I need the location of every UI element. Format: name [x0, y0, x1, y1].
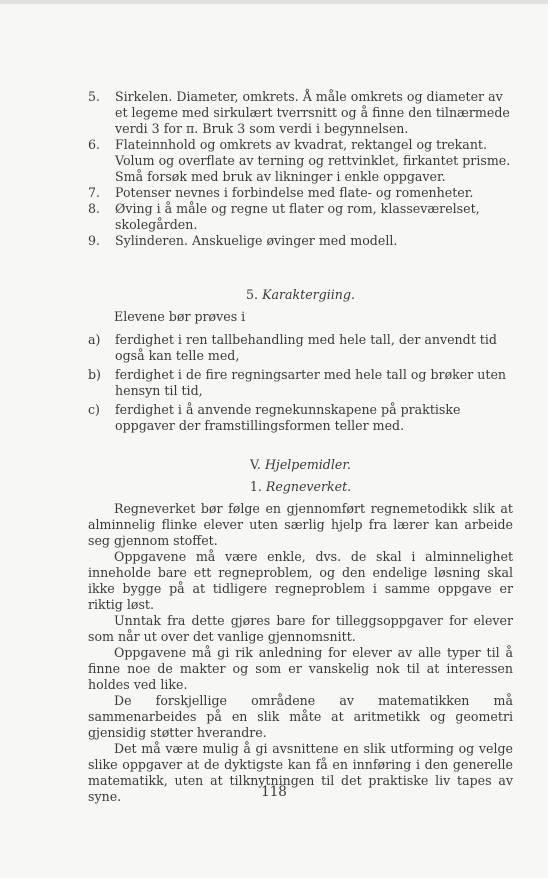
list-item: [88, 89, 513, 137]
item-number: 9.: [88, 233, 101, 248]
list-item: [88, 185, 513, 201]
item-number: 7.: [88, 185, 101, 200]
paragraph: Unntak fra dette gjøres bare for tilleggsoppgaver for elever som når ut over det vanlige gjennomsnitt.: [88, 613, 513, 644]
page-top-edge: [0, 0, 548, 4]
item-text: Potenser nevnes i forbindelse med flate- og romenheter.: [115, 185, 474, 200]
list-item: [88, 201, 513, 233]
section-number: 5.: [246, 287, 259, 302]
body-text: [88, 501, 513, 805]
item-letter: c): [88, 402, 100, 417]
topics-list: [88, 89, 513, 249]
item-text: ferdighet i de fire regningsarter med hele tall og brøker uten hensyn til tid,: [115, 367, 507, 398]
item-letter: b): [88, 367, 101, 382]
intro-line: Elevene bør prøves i: [114, 309, 246, 324]
item-letter: a): [88, 332, 101, 347]
item-text: ferdighet i ren tallbehandling med hele tall, der anvendt tid også kan telle med,: [115, 332, 497, 363]
paragraph: De forskjellige områdene av matematikken må sammenarbeides på en slik måte at aritmetikk og geometri gjensidig støtter hverandre.: [88, 693, 513, 740]
paragraph: Oppgavene må være enkle, dvs. de skal i alminnelighet inneholde bare ett regneproblem, og den endelige løsning skal ikke bygge på at tidligere regneproblem i samme oppgave er riktig løst.: [88, 549, 513, 612]
item-text: ferdighet i å anvende regnekunnskapene på praktiske oppgaver der framstillingsformen teller med.: [115, 402, 461, 433]
list-item: [88, 367, 513, 399]
paragraph: Regneverket bør følge en gjennomført regnemetodikk slik at alminnelig flinke elever uten særlig hjelp fra lærer kan arbeide seg gjennom stoffet.: [88, 501, 513, 548]
list-item: [88, 137, 513, 185]
section-title: Karaktergiing.: [262, 287, 355, 302]
item-text: Flateinnhold og omkrets av kvadrat, rektangel og trekant. Volum og overflate av terning og rettvinklet, firkantet prisme. Små forsøk med bruk av likninger i enkle oppgaver.: [115, 137, 511, 184]
intro-text-block: [88, 309, 513, 325]
section-heading: [88, 287, 513, 303]
chapter-title: Hjelpemidler.: [264, 457, 351, 472]
item-number: 8.: [88, 201, 101, 216]
subsection-title: Regneverket.: [265, 479, 352, 494]
chapter-number: V.: [250, 457, 261, 472]
list-item: [88, 233, 513, 249]
chapter-heading: [88, 457, 513, 473]
item-number: 6.: [88, 137, 101, 152]
list-item: [88, 402, 513, 434]
subsection-number: 1.: [249, 479, 262, 494]
item-text: Sylinderen. Anskuelige øvinger med modell.: [115, 233, 398, 248]
item-text: Sirkelen. Diameter, omkrets. Å måle omkrets og diameter av et legeme med sirkulært tverrsnitt og å finne den tilnærmede verdi 3 for π. Bruk 3 som verdi i begynnelsen.: [115, 89, 510, 136]
assessment-list: [88, 332, 513, 434]
paragraph: Det må være mulig å gi avsnittene en slik utforming og velge slike oppgaver at de dyktigste kan få en innføring i den generelle matematikk, uten at tilknytningen til det praktiske liv tapes av syne.: [88, 741, 513, 804]
item-text: Øving i å måle og regne ut flater og rom, klasseværelset, skolegården.: [115, 201, 480, 232]
list-item: [88, 332, 513, 364]
subsection-heading: [88, 479, 513, 495]
item-number: 5.: [88, 89, 101, 104]
paragraph: Oppgavene må gi rik anledning for elever av alle typer til å finne noe de makter og som er vanskelig nok til at interessen holdes ved like.: [88, 645, 513, 692]
page-number: 118: [261, 784, 287, 800]
